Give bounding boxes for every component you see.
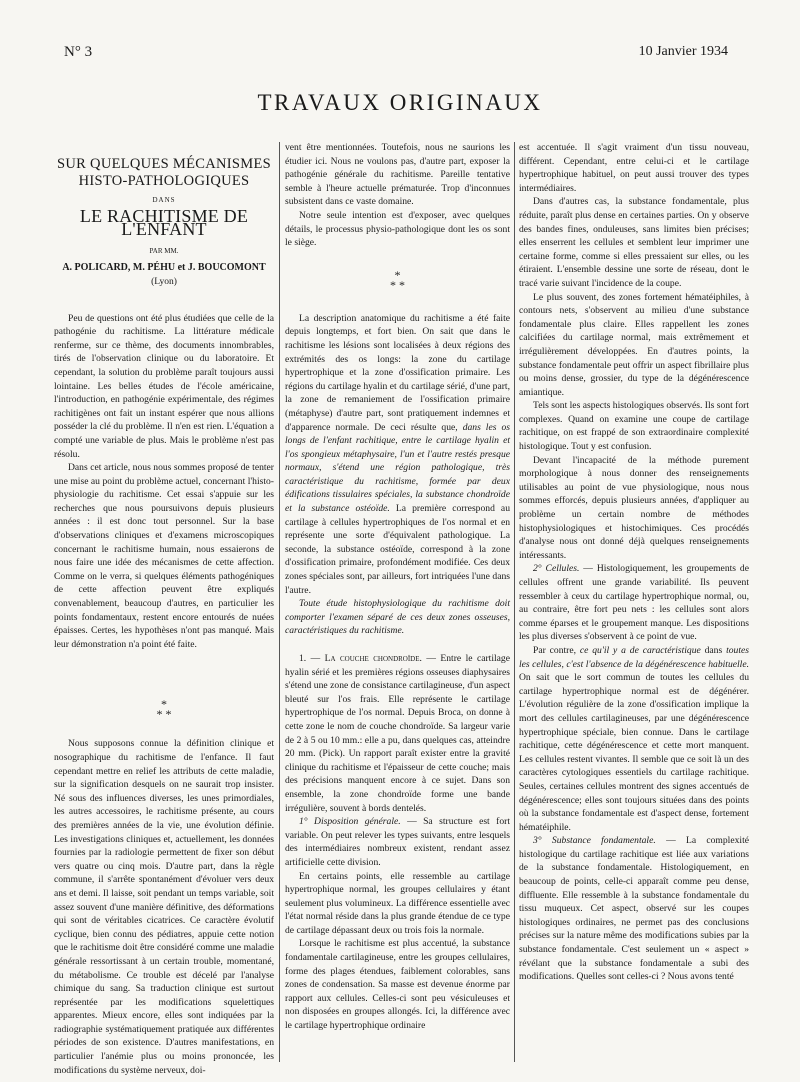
paragraph: vent être mentionnées. Toutefois, nous ne saurions les étudier ici. Nous ne voulons pas, d'autre part, exposer la pathogénie générale du rachitisme. Pareille tentative semble à l'heure actuelle prématurée. Trop d'inconnues subsistent dans ce vaste domaine. <box>285 142 510 208</box>
text-run: — Entre le cartilage hyalin sérié et les premières régions osseuses diaphysaires s'étend une zone de consistance cartilagineuse, d'un aspect bleuté sur l'os frais. Elle représente le cartilage hypertrophique de l'os normal. Depuis Broca, on donne à cette zone le nom de couche chondroïde. Sa largeur varie de 2 à 5 ou 10 mm.: elle a pu, dans quelques cas, atteindre 20 mm. (Pick). Un rapport paraît exister entre la gravité clinique du rachitisme et l'épaisseur de cette couche; mais des précisions manquent encore à ce sujet. Dans son ensemble, la zone chondroïde forme une bande irrégulière, souvent à bords dentelés. <box>285 653 510 814</box>
paragraph <box>285 652 510 815</box>
section-title: TRAVAUX ORIGINAUX <box>257 90 543 115</box>
issue-date: 10 Janvier 1934 <box>638 44 728 59</box>
paragraph: Le plus souvent, des zones fortement hématéiphiles, à contours nets, s'observent au milieu d'une substance fondamentale plus claire. Elles rappellent les zones calcifiées du cartilage normal, mais extrêmement et irrégulièrement développées. En d'autres points, la substance fondamentale peut offrir un aspect fibrillaire plus ou moins dense, grossier, du type de la dégénérescence amiantique. <box>519 291 749 398</box>
column-2 <box>285 141 510 1033</box>
paragraph: Lorsque le rachitisme est plus accentué, la substance fondamentale cartilagineuse, entre les groupes cellulaires, forme des plages étendues, faiblement colorables, sans zones de condensation. Sa masse est devenue énorme par rapport aux cellules. Celles-ci sont peu vésiculeuses et non disposées en groupes allongés. Ici, la différence avec le cartilage hypertrophique ordinaire <box>285 938 510 1032</box>
text-run: On sait que le sort commun de toutes les cellules du cartilage hypertrophique normal est de dégénérer. L'évolution régulière de la zone d'ossification implique la mort des cellules cartilagineuses, par une dégénérescence hypertrophique spéciale, bien connue. Dans le cartilage rachitique, cette dégénérescence et cette mort manquent. Les cellules restent vivantes. Il semble que ce soit là un des caractères cytologiques essentiels du cartilage rachitique. Seules, certaines cellules montrent des signes accentués de dégénérescence; elles sont toujours situées dans des points où la substance fondamentale est d'aspect dense, fortement hématéiphile. <box>519 672 749 833</box>
paragraph: Peu de questions ont été plus étudiées que celle de la pathogénie du rachitisme. La littérature médicale renferme, sur ce thème, des documents innombrables, tirés de l'observation clinique ou du laboratoire. Et cependant, la solution du problème paraît toujours aussi lointaine. Les belles études de l'école américaine, l'introduction, en pathogénie expérimentale, des régimes rachitigènes ont fait un instant espérer que nous allions posséder la clé du problème. Il n'en est rien. L'équation a compté une variable de plus. Mais le problème n'est pas résolu. <box>54 312 274 460</box>
authors-par: PAR MM. <box>149 246 179 255</box>
paragraph: est accentuée. Il s'agit vraiment d'un tissu nouveau, différent. Cependant, entre celui-ci et le cartilage hypertrophique habituel, on peut aussi trouver des types intermédiaires. <box>519 142 749 194</box>
text-run: La description anatomique du rachitisme a été faite depuis longtemps, et fort bien. On sait que dans le rachitisme les lésions sont localisées à deux régions des extrémités des os longs: la zone du cartilage hypertrophique et la zone d'ossification primaire. Les régions du cartilage hyalin et du cartilage sérié, d'une part, la zone de remaniement de l'ossification primaire (métaphyse) d'autre part, sont pratiquement indemnes et d'apparence normale. De ceci résulte que, <box>285 312 510 433</box>
column-3 <box>519 141 749 984</box>
paragraph: Tels sont les aspects histologiques observés. Ils sont fort complexes. Quand on examine une coupe de cartilage rachitique, on est frappé de son extraordinaire complexité histologique. Tout y est confusion. <box>519 400 749 453</box>
column-rule-1 <box>279 142 280 1062</box>
emphasis-text: ce qu'il y a de caractéristique <box>579 644 701 656</box>
subsection-heading: 2° Cellules. <box>533 563 580 575</box>
column-1 <box>54 150 274 1077</box>
paragraph <box>519 562 749 644</box>
paragraph <box>285 312 510 597</box>
title-dans: DANS <box>152 196 176 204</box>
emphasis-text: dans les os longs de l'enfant rachitique, entre le cartilage hyalin et l'os spongieux métaphysaire, l'un et l'autre restés presque normaux, s'étend une région pathologique, très caractéristique du rachitisme, formée par deux édifications tissulaires spéciales, la substance chondroïde et la substance ostéoïde. <box>285 421 510 515</box>
authors: A. POLICARD, M. PÉHU et J. BOUCOMONT <box>62 262 266 274</box>
issue-number: N° 3 <box>64 44 93 60</box>
paragraph: Notre seule intention est d'exposer, avec quelques détails, le processus physio-pathologique dont les os sont le siège. <box>285 209 510 249</box>
column-rule-2 <box>514 142 515 1062</box>
title-line-2: HISTO-PATHOLOGIQUES <box>78 173 250 189</box>
paragraph <box>285 815 510 869</box>
subsection-heading: 1. — La couche chondroïde. <box>299 653 422 664</box>
section-separator: * * * <box>390 267 405 292</box>
paragraph: En certains points, elle ressemble au cartilage hypertrophique normal, les groupes cellulaires y étant seulement plus volumineux. La différence essentielle avec l'état normal réside dans la plus grande étendue de ce type de cartilage dépassant deux ou trois fois la normale. <box>285 870 510 936</box>
title-line-1: SUR QUELQUES MÉCANISMES <box>57 156 271 172</box>
subsection-heading: 3° Substance fondamentale. <box>533 835 656 847</box>
text-run: La première correspond au cartilage à cellules hypertrophiques de l'os normal et en représente une sorte d'équivalent pathologique. La seconde, la substance ostéoïde, correspond à la zone d'ossification primaire, profondément modifiée. Ces deux zones spéciales sont, par ailleurs, fort intriquées l'une dans l'autre. <box>285 503 510 596</box>
emphasis-text: toutes les cellules, c'est l'absence de la dégénérescence habituelle. <box>519 644 749 670</box>
emphasis-text: Toute étude histophysiologique du rachitisme doit comporter l'examen séparé de ces deux zones osseuses, caractéristiques du rachitisme. <box>285 598 510 637</box>
paragraph: Devant l'incapacité de la méthode purement morphologique à nous donner des renseignements utilisables au point de vue physiologique, nous nous sommes efforcés, depuis plusieurs années, d'appliquer au problème un certain nombre de méthodes histophysiologiques et histochimiques. Ces procédés d'analyse nous ont donné déjà quelques renseignements intéressants. <box>519 454 749 561</box>
paragraph: Dans d'autres cas, la substance fondamentale, plus réduite, paraît plus dense en certaines parties. On y observe des bandes fines, onduleuses, sans limites bien précises; elles enserrent les cellules et semblent leur imprimer une certaine forme, comme si elles pressaient sur elles, ou les étiraient. L'ensemble dessine une sorte de réseau, dont le tracé varie suivant l'incidence de la coupe. <box>519 196 749 289</box>
paragraph: Dans cet article, nous nous sommes proposé de tenter une mise au point du problème actuel, concernant l'histo-physiologie du rachitisme. Cet essai s'appuie sur les recherches que nous poursuivons depuis plusieurs années : il est donc tout personnel. Sur la base d'observations cliniques et d'examens microscopiques concernant le rachitisme humain, nous essaierons de nous faire une idée des mécanismes de cette affection. Comme on le verra, si quelques éléments pathogéniques de cette affection peuvent être expliqués convenablement, beaucoup d'autres, en particulier les points fondamentaux, restent encore entourés de nuées épaisses. Certes, les hypothèses n'ont pas manqué. Mais leur démonstration n'a point été faite. <box>54 462 274 650</box>
section-separator: * * * <box>156 697 172 722</box>
authors-location: (Lyon) <box>151 276 177 287</box>
paragraph <box>519 644 749 834</box>
article-main-title: LE RACHITISME DE L'ENFANT <box>79 205 249 240</box>
article-title-block <box>54 156 274 290</box>
text-run: Par contre, <box>533 644 580 656</box>
text-run: — Histologiquement, les groupements de cellules offrent une grande variabilité. Ils peuvent ressembler à ceux du cartilage hypertrophique normal, ou, au contraire, être fort peu nets : les cellules sont alors comme éparses et le groupement manque. Les dispositions les plus diverses s'observent à ce point de vue. <box>519 563 749 643</box>
paragraph: Nous supposons connue la définition clinique et nosographique du rachitisme de l'enfance. Il faut cependant mettre en relief les attributs de cette maladie, sur la signification desquels on ne saurait trop insister. Né sous des influences diverses, les unes primordiales, les autres accessoires, le rachitisme présente, au cours des premières années de la vie, une évolution définie. Les investigations cliniques et, actuellement, les données fournies par la radiologie permettent de fixer son début vers quatre ou cinq mois. D'autre part, dans la règle commune, il s'arrête spontanément d'évoluer vers deux ans et demi. Il laisse, soit pendant un temps variable, soit assez souvent d'une manière définitive, des déformations qui sont de véritables cicatrices. Ce caractère évolutif cyclique, bien connu des pédiatres, appuie cette notion que le rachitisme doit être considéré comme une maladie générale ressortissant à un certain trouble, momentané, du métabolisme. Ce trouble est décelé par l'analyse chimique du sang. Sa traduction clinique est surtout représentée par les modifications squelettiques apparentes. Mieux encore, elles sont indiquées par la radiographie systématiquement pratiquée aux différentes périodes de son existence. D'autres manifestations, en particulier l'anémie plus ou moins prononcée, les modifications du système nerveux, doi- <box>54 738 274 1076</box>
text-run: — La complexité histologique du cartilage rachitique est liée aux variations de la substance fondamentale. Histologiquement, en beaucoup de points, celle-ci apparaît comme peu dense, diffluente. Elle ressemble à la substance fondamentale du tissu muqueux. Cet aspect, observé sur les coupes histologiques ordinaires, ne permet pas des conclusions précises sur la nature même des modifications subies par la substance fondamentale. C'est seulement un « aspect » révélant que la substance fondamentale a subi des modifications. Quelles sont celles-ci ? Nous avons tenté <box>519 835 749 983</box>
text-run: — Sa structure est fort variable. On peut relever les types suivants, entre lesquels des intermédiaires nombreux existent, rendant assez artificielle cette division. <box>285 816 510 868</box>
paragraph <box>285 597 510 638</box>
paragraph <box>519 834 749 984</box>
text-run: dans <box>700 644 727 656</box>
subsection-heading: 1° Disposition générale. <box>299 816 401 828</box>
